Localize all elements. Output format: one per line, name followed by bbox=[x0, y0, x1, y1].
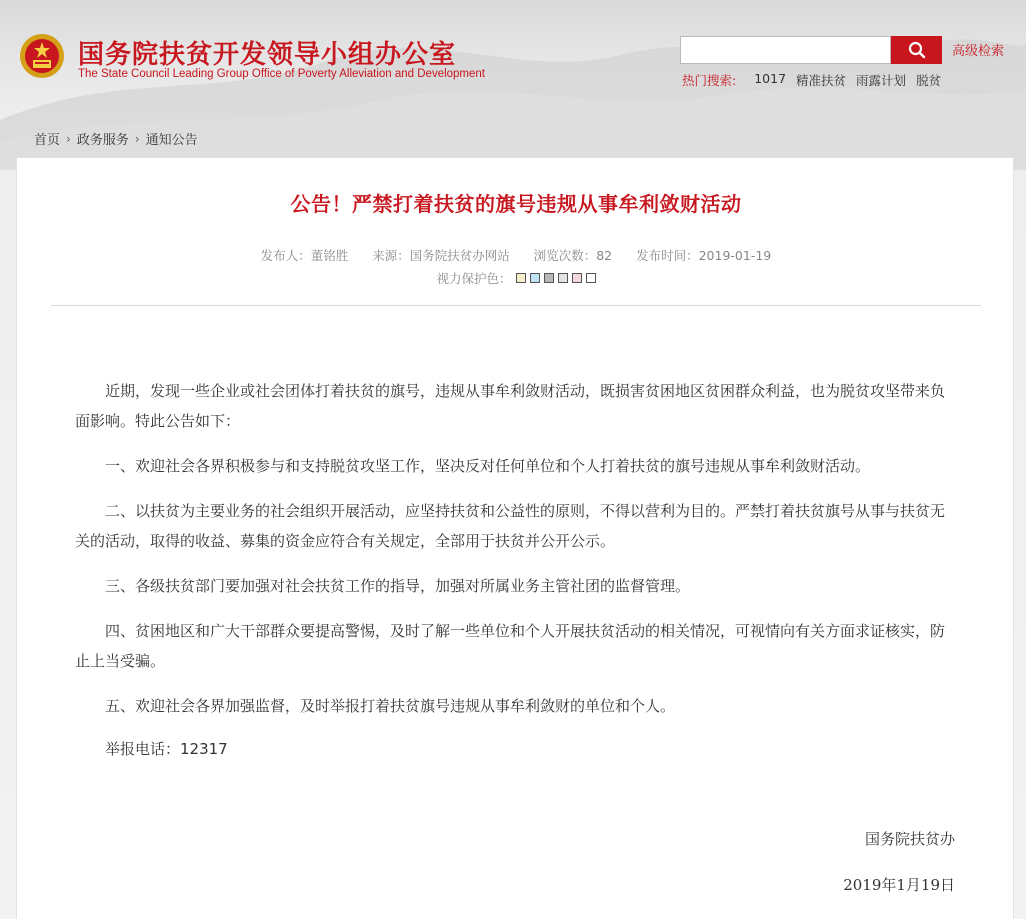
article-paragraph: 二、以扶贫为主要业务的社会组织开展活动，应坚持扶贫和公益性的原则，不得以营利为目的。严禁打着扶贫旗号从事与扶贫无关的活动，取得的收益、募集的资金应符合有关规定，全部用于扶贫并公开公示。 bbox=[75, 502, 946, 550]
report-hotline: 举报电话：12317 bbox=[105, 740, 228, 758]
chevron-right-icon: › bbox=[66, 131, 71, 146]
color-swatch[interactable] bbox=[544, 273, 554, 283]
article-body bbox=[75, 376, 955, 736]
search-input[interactable] bbox=[680, 36, 891, 64]
article-meta bbox=[17, 246, 1015, 264]
color-swatch[interactable] bbox=[572, 273, 582, 283]
hot-search-term[interactable]: 1017 bbox=[754, 71, 787, 86]
hot-search-term[interactable]: 雨露计划 bbox=[856, 73, 907, 88]
meta-source: 来源：国务院扶贫办网站 bbox=[372, 248, 510, 263]
meta-views: 浏览次数：82 bbox=[533, 248, 613, 263]
article-paragraph: 近期，发现一些企业或社会团体打着扶贫的旗号，违规从事牟利敛财活动，既损害贫困地区贫困群众利益，也为脱贫攻坚带来负面影响。特此公告如下： bbox=[75, 382, 946, 430]
hot-search-label: 热门搜索: bbox=[682, 73, 737, 88]
breadcrumb-services[interactable]: 政务服务 bbox=[76, 133, 129, 148]
color-swatch[interactable] bbox=[530, 273, 540, 283]
search-button[interactable] bbox=[891, 36, 942, 64]
meta-date: 发布时间：2019-01-19 bbox=[636, 248, 772, 263]
signature-org: 国务院扶贫办 bbox=[864, 830, 955, 848]
search-icon bbox=[908, 41, 926, 59]
breadcrumb-notices[interactable]: 通知公告 bbox=[145, 133, 198, 148]
color-swatch[interactable] bbox=[558, 273, 568, 283]
hot-search-term[interactable]: 精准扶贫 bbox=[796, 73, 847, 88]
national-emblem-icon bbox=[18, 32, 66, 80]
hot-search-term[interactable]: 脱贫 bbox=[916, 73, 942, 88]
article-title: 公告！严禁打着扶贫的旗号违规从事牟利敛财活动 bbox=[290, 192, 742, 216]
article-panel bbox=[16, 157, 1014, 919]
article-paragraph: 四、贫困地区和广大干部群众要提高警惕，及时了解一些单位和个人开展扶贫活动的相关情况，可视情向有关方面求证核实，防止上当受骗。 bbox=[75, 622, 946, 670]
article-paragraph: 一、欢迎社会各界积极参与和支持脱贫攻坚工作，坚决反对任何单位和个人打着扶贫的旗号违规从事牟利敛财活动。 bbox=[105, 457, 871, 475]
divider bbox=[51, 305, 981, 306]
signature-date: 2019年1月19日 bbox=[843, 876, 955, 894]
article-paragraph: 三、各级扶贫部门要加强对社会扶贫工作的指导，加强对所属业务主管社团的监督管理。 bbox=[105, 577, 691, 595]
vision-color-selector bbox=[17, 269, 1015, 287]
breadcrumb-home[interactable]: 首页 bbox=[34, 133, 61, 148]
advanced-search-link[interactable]: 高级检索 bbox=[952, 44, 1005, 59]
hot-search-bar bbox=[682, 71, 951, 89]
article-paragraph: 五、欢迎社会各界加强监督，及时举报打着扶贫旗号违规从事牟利敛财的单位和个人。 bbox=[105, 697, 676, 715]
color-swatch[interactable] bbox=[516, 273, 526, 283]
color-swatch[interactable] bbox=[586, 273, 596, 283]
site-title[interactable]: 国务院扶贫开发领导小组办公室 bbox=[78, 40, 457, 70]
vision-color-label: 视力保护色： bbox=[436, 271, 512, 286]
meta-author: 发布人：董铭胜 bbox=[260, 248, 349, 263]
chevron-right-icon: › bbox=[134, 131, 140, 146]
site-subtitle: The State Council Leading Group Office of Poverty Alleviation and Development bbox=[78, 68, 485, 80]
breadcrumb bbox=[34, 129, 198, 148]
